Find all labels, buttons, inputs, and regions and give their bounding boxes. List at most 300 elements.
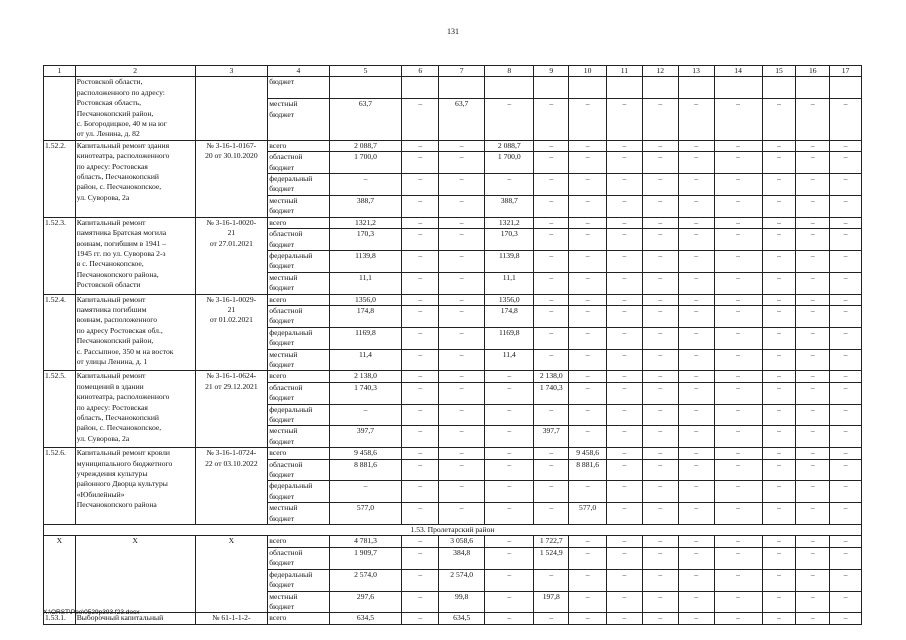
column-number-header: 9	[534, 66, 569, 77]
funding-source-line: бюджет	[269, 580, 295, 590]
value-cell: –	[569, 250, 607, 272]
value-cell: –	[830, 305, 862, 327]
funding-source	[268, 536, 329, 547]
document-ref-line: № 3-16-1-0724-	[206, 448, 257, 458]
funding-source-line: бюджет	[269, 239, 295, 249]
value-cell: –	[402, 404, 439, 426]
item-number	[44, 77, 76, 140]
value-cell: 2 138,0	[534, 371, 569, 382]
document-ref-line: 21	[227, 304, 236, 314]
value-cell: –	[830, 229, 862, 251]
item-number: Х	[44, 536, 76, 613]
value-cell: 634,5	[329, 613, 402, 624]
value-cell: –	[762, 547, 796, 569]
value-cell: –	[830, 140, 862, 151]
value-cell: 1169,8	[329, 327, 402, 349]
value-cell: 2 088,7	[485, 140, 534, 151]
value-cell: 2 574,0	[329, 569, 402, 591]
item-number: 1.53.1.	[44, 613, 76, 624]
funding-source-line: всего	[269, 294, 287, 304]
value-cell: –	[485, 448, 534, 459]
value-cell: –	[762, 382, 796, 404]
value-cell: –	[830, 250, 862, 272]
value-cell: 1321,2	[329, 217, 402, 228]
item-name: Выборочный капитальный	[75, 613, 195, 624]
value-cell: –	[329, 174, 402, 196]
value-cell: –	[642, 217, 678, 228]
value-cell: 397,7	[329, 426, 402, 448]
value-cell: –	[402, 217, 439, 228]
document-ref-line: от 27.01.2021	[209, 238, 253, 248]
value-cell: –	[485, 426, 534, 448]
document-ref	[195, 140, 268, 217]
value-cell: –	[534, 217, 569, 228]
table-row	[44, 77, 862, 99]
funding-source: всего	[268, 613, 329, 624]
column-number-header: 17	[830, 66, 862, 77]
value-cell: 388,7	[329, 195, 402, 217]
value-cell: –	[607, 426, 643, 448]
value-cell: 577,0	[569, 503, 607, 525]
value-cell: –	[830, 371, 862, 382]
value-cell: 8 881,6	[329, 459, 402, 481]
item-name-line: Песчанокопский район,	[76, 108, 154, 118]
value-cell: 1 740,3	[534, 382, 569, 404]
value-cell: –	[678, 569, 714, 591]
funding-source-line: областной	[269, 152, 303, 162]
value-cell: 634,5	[439, 613, 485, 624]
value-cell: –	[439, 448, 485, 459]
value-cell: –	[678, 217, 714, 228]
table-row	[44, 294, 862, 305]
value-cell: –	[762, 569, 796, 591]
value-cell: –	[714, 294, 762, 305]
funding-source-line: бюджет	[269, 558, 295, 568]
item-name-line: от улицы Ленина, д. 1	[76, 356, 148, 366]
value-cell: –	[485, 569, 534, 591]
value-cell: –	[796, 349, 830, 371]
value-cell: 8 881,6	[569, 459, 607, 481]
document-ref-line: № 3-16-1-0624-	[206, 371, 257, 381]
item-name-line: Песчанокопского района,	[76, 269, 159, 279]
item-name	[75, 77, 195, 140]
funding-source-line: областной	[269, 305, 303, 315]
funding-source	[268, 349, 329, 371]
value-cell: –	[439, 404, 485, 426]
item-name-line: ул. Суворова, 2а	[76, 192, 130, 202]
value-cell: –	[439, 217, 485, 228]
value-cell: –	[796, 382, 830, 404]
value-cell: –	[796, 591, 830, 613]
value-cell: –	[830, 152, 862, 174]
funding-source-line: бюджет	[269, 393, 295, 403]
value-cell: –	[642, 591, 678, 613]
value-cell: –	[534, 569, 569, 591]
value-cell: –	[534, 195, 569, 217]
value-cell: –	[796, 174, 830, 196]
document-ref	[195, 217, 268, 294]
value-cell: –	[796, 294, 830, 305]
funding-source-line: федеральный	[269, 174, 313, 184]
value-cell: –	[642, 349, 678, 371]
value-cell: –	[642, 569, 678, 591]
value-cell: 1 524,9	[534, 547, 569, 569]
item-name-line: Капитальный ремонт кровли	[76, 448, 170, 458]
funding-source	[268, 152, 329, 174]
value-cell: 1 700,0	[485, 152, 534, 174]
value-cell: –	[439, 152, 485, 174]
item-name-line: муниципального бюджетного	[76, 458, 173, 468]
value-cell: –	[569, 536, 607, 547]
value-cell: –	[439, 327, 485, 349]
value-cell: –	[714, 174, 762, 196]
funding-source-line: бюджет	[269, 162, 295, 172]
value-cell: –	[642, 547, 678, 569]
value-cell: –	[607, 250, 643, 272]
value-cell: –	[796, 195, 830, 217]
value-cell	[678, 77, 714, 99]
funding-source-line: всего	[269, 217, 287, 227]
value-cell: –	[678, 272, 714, 294]
column-number-header: 13	[678, 66, 714, 77]
table-row	[44, 371, 862, 382]
value-cell: –	[439, 305, 485, 327]
value-cell: –	[607, 503, 643, 525]
value-cell: –	[762, 536, 796, 547]
document-ref-line: от 01.02.2021	[209, 315, 253, 325]
value-cell: –	[485, 99, 534, 141]
value-cell: –	[642, 426, 678, 448]
value-cell: –	[830, 569, 862, 591]
item-name-line: по адресу: Ростовская	[76, 402, 148, 412]
value-cell: –	[762, 272, 796, 294]
value-cell: –	[796, 140, 830, 151]
value-cell: –	[569, 152, 607, 174]
value-cell: –	[439, 503, 485, 525]
value-cell: –	[678, 503, 714, 525]
value-cell: –	[762, 305, 796, 327]
value-cell: 174,8	[485, 305, 534, 327]
value-cell: –	[607, 382, 643, 404]
value-cell: –	[714, 349, 762, 371]
document-ref-line: 20 от 30.10.2020	[205, 151, 258, 161]
item-number: 1.52.6.	[44, 448, 76, 525]
value-cell: –	[642, 459, 678, 481]
value-cell: 174,8	[329, 305, 402, 327]
funding-source	[268, 448, 329, 459]
document-ref-line: № 3-16-1-0029-	[206, 294, 257, 304]
value-cell: –	[607, 140, 643, 151]
column-number-header: 16	[796, 66, 830, 77]
value-cell: 1356,0	[329, 294, 402, 305]
value-cell: –	[607, 195, 643, 217]
value-cell: –	[714, 448, 762, 459]
value-cell: –	[329, 481, 402, 503]
item-name-line: Капитальный ремонт здания	[76, 140, 170, 150]
value-cell: –	[642, 272, 678, 294]
value-cell: –	[830, 327, 862, 349]
value-cell: –	[796, 272, 830, 294]
funding-source-line: бюджет	[269, 470, 295, 480]
funding-source	[268, 305, 329, 327]
document-ref-line: 21	[227, 228, 236, 238]
value-cell: –	[830, 459, 862, 481]
value-cell: –	[796, 547, 830, 569]
item-name-line: с. Рассыпное, 350 м на восток	[76, 346, 174, 356]
value-cell: –	[534, 613, 569, 624]
item-name-line: учреждения культуры	[76, 469, 148, 479]
value-cell: –	[402, 459, 439, 481]
value-cell: 9 458,6	[569, 448, 607, 459]
value-cell: –	[402, 99, 439, 141]
value-cell: –	[678, 448, 714, 459]
value-cell: 1 700,0	[329, 152, 402, 174]
value-cell: –	[830, 294, 862, 305]
value-cell: –	[678, 294, 714, 305]
value-cell: 2 088,7	[329, 140, 402, 151]
item-number: 1.52.4.	[44, 294, 76, 371]
value-cell: –	[762, 503, 796, 525]
value-cell: –	[569, 294, 607, 305]
funding-source	[268, 382, 329, 404]
value-cell: –	[607, 613, 643, 624]
value-cell: –	[607, 99, 643, 141]
value-cell: 1169,8	[485, 327, 534, 349]
district-row	[44, 525, 862, 536]
value-cell: –	[796, 503, 830, 525]
value-cell: –	[439, 195, 485, 217]
value-cell: –	[678, 99, 714, 141]
value-cell: –	[534, 305, 569, 327]
value-cell: –	[796, 536, 830, 547]
value-cell: –	[678, 195, 714, 217]
value-cell: –	[439, 250, 485, 272]
table-row	[44, 536, 862, 547]
funding-source-line: областной	[269, 229, 303, 239]
value-cell: –	[714, 459, 762, 481]
value-cell: –	[534, 448, 569, 459]
value-cell: –	[762, 371, 796, 382]
value-cell: –	[569, 305, 607, 327]
funding-source-line: бюджет	[269, 359, 295, 369]
item-name-line: кинотеатра, расположенного	[76, 392, 170, 402]
value-cell: –	[796, 569, 830, 591]
value-cell: –	[830, 547, 862, 569]
value-cell	[762, 77, 796, 99]
value-cell: –	[830, 99, 862, 141]
document-ref: Х	[195, 536, 268, 613]
item-name-line: районного Дворца культуры	[76, 479, 168, 489]
value-cell: –	[714, 327, 762, 349]
item-name-line: Капитальный ремонт	[76, 217, 146, 227]
funding-source-line: местный	[269, 272, 298, 282]
item-name-line: по адресу Ростовская обл.,	[76, 325, 163, 335]
value-cell: –	[762, 327, 796, 349]
value-cell: –	[678, 305, 714, 327]
table-row	[44, 217, 862, 228]
column-number-header: 4	[268, 66, 329, 77]
value-cell: –	[402, 371, 439, 382]
value-cell: –	[762, 174, 796, 196]
value-cell: –	[830, 349, 862, 371]
item-name-line: район, с. Песчанокопское,	[76, 423, 162, 433]
value-cell	[642, 77, 678, 99]
value-cell: –	[534, 250, 569, 272]
value-cell: 297,6	[329, 591, 402, 613]
funding-source-line: областной	[269, 459, 303, 469]
value-cell: –	[485, 371, 534, 382]
value-cell: 170,3	[485, 229, 534, 251]
value-cell: –	[714, 140, 762, 151]
funding-source-line: бюджет	[269, 513, 295, 523]
item-name-line: с. Богородицкое, 40 м на юг	[76, 119, 167, 129]
column-number-header: 12	[642, 66, 678, 77]
item-name	[75, 448, 195, 525]
value-cell: –	[762, 140, 796, 151]
value-cell: –	[714, 426, 762, 448]
value-cell: –	[402, 229, 439, 251]
value-cell: –	[402, 547, 439, 569]
value-cell: –	[762, 448, 796, 459]
value-cell: –	[830, 613, 862, 624]
document-ref	[195, 371, 268, 448]
value-cell: –	[485, 613, 534, 624]
value-cell: 63,7	[439, 99, 485, 141]
value-cell: 1 740,3	[329, 382, 402, 404]
value-cell: –	[714, 569, 762, 591]
value-cell: –	[796, 250, 830, 272]
value-cell: 2 574,0	[439, 569, 485, 591]
value-cell: –	[485, 404, 534, 426]
column-number-header: 3	[195, 66, 268, 77]
document-ref-line: № 3-16-1-0020-	[206, 217, 257, 227]
column-number-header: 11	[607, 66, 643, 77]
value-cell: –	[762, 481, 796, 503]
value-cell: –	[830, 174, 862, 196]
value-cell: –	[569, 349, 607, 371]
value-cell: –	[678, 536, 714, 547]
value-cell: –	[569, 371, 607, 382]
value-cell: 1 909,7	[329, 547, 402, 569]
value-cell: –	[642, 613, 678, 624]
value-cell: –	[678, 547, 714, 569]
value-cell: –	[569, 217, 607, 228]
item-name-line: 1945 гг. по ул. Суворова 2-з	[76, 248, 166, 258]
value-cell: –	[569, 174, 607, 196]
value-cell: –	[796, 371, 830, 382]
funding-source	[268, 99, 329, 141]
value-cell: –	[402, 294, 439, 305]
funding-source-line: бюджет	[269, 206, 295, 216]
value-cell: –	[439, 371, 485, 382]
item-name-line: Ростовская область,	[76, 98, 142, 108]
value-cell: –	[607, 569, 643, 591]
value-cell: –	[762, 459, 796, 481]
value-cell: –	[607, 272, 643, 294]
table-row	[44, 613, 862, 624]
value-cell: –	[485, 547, 534, 569]
value-cell: –	[534, 503, 569, 525]
value-cell: –	[714, 382, 762, 404]
funding-source	[268, 591, 329, 613]
program-table	[43, 65, 862, 625]
value-cell: –	[402, 591, 439, 613]
value-cell: –	[678, 426, 714, 448]
item-name-line: воинам, погибшим в 1941 –	[76, 238, 167, 248]
value-cell: 11,1	[329, 272, 402, 294]
value-cell: –	[439, 426, 485, 448]
value-cell: –	[569, 426, 607, 448]
value-cell: –	[607, 404, 643, 426]
value-cell: –	[607, 229, 643, 251]
value-cell: –	[607, 547, 643, 569]
value-cell: 63,7	[329, 99, 402, 141]
value-cell: –	[642, 250, 678, 272]
funding-source-line: областной	[269, 382, 303, 392]
value-cell: –	[569, 481, 607, 503]
value-cell: 11,4	[485, 349, 534, 371]
column-number-header: 8	[485, 66, 534, 77]
value-cell: –	[402, 272, 439, 294]
value-cell: –	[796, 229, 830, 251]
funding-source	[268, 229, 329, 251]
value-cell: –	[678, 459, 714, 481]
value-cell: –	[642, 536, 678, 547]
value-cell: 11,4	[329, 349, 402, 371]
value-cell: –	[796, 613, 830, 624]
value-cell: –	[569, 382, 607, 404]
value-cell: –	[485, 536, 534, 547]
value-cell: –	[714, 547, 762, 569]
value-cell: –	[607, 448, 643, 459]
funding-source-line: бюджет	[269, 261, 295, 271]
value-cell: –	[796, 481, 830, 503]
value-cell: –	[830, 217, 862, 228]
value-cell: –	[485, 174, 534, 196]
value-cell: –	[569, 272, 607, 294]
value-cell: –	[796, 152, 830, 174]
value-cell: –	[439, 294, 485, 305]
page-number: 131	[447, 27, 459, 36]
value-cell: –	[714, 536, 762, 547]
value-cell: –	[569, 99, 607, 141]
funding-source	[268, 459, 329, 481]
item-name-line: Капитальный ремонт	[76, 371, 146, 381]
value-cell: –	[329, 404, 402, 426]
funding-source-line: федеральный	[269, 481, 313, 491]
value-cell	[485, 77, 534, 99]
value-cell: –	[762, 250, 796, 272]
value-cell: –	[830, 426, 862, 448]
item-name: Х	[75, 536, 195, 613]
value-cell: –	[607, 217, 643, 228]
value-cell: 1 722,7	[534, 536, 569, 547]
value-cell: 577,0	[329, 503, 402, 525]
value-cell: –	[642, 140, 678, 151]
value-cell: –	[485, 382, 534, 404]
value-cell: –	[534, 459, 569, 481]
value-cell: –	[762, 349, 796, 371]
funding-source-line: всего	[269, 140, 287, 150]
value-cell: –	[830, 272, 862, 294]
value-cell: –	[642, 99, 678, 141]
value-cell: –	[402, 327, 439, 349]
value-cell: –	[830, 448, 862, 459]
item-name-line: район, с. Песчанокопское,	[76, 182, 162, 192]
value-cell: –	[762, 152, 796, 174]
funding-source-line: бюджет	[269, 491, 295, 501]
item-name-line: область, Песчанокопский	[76, 413, 159, 422]
